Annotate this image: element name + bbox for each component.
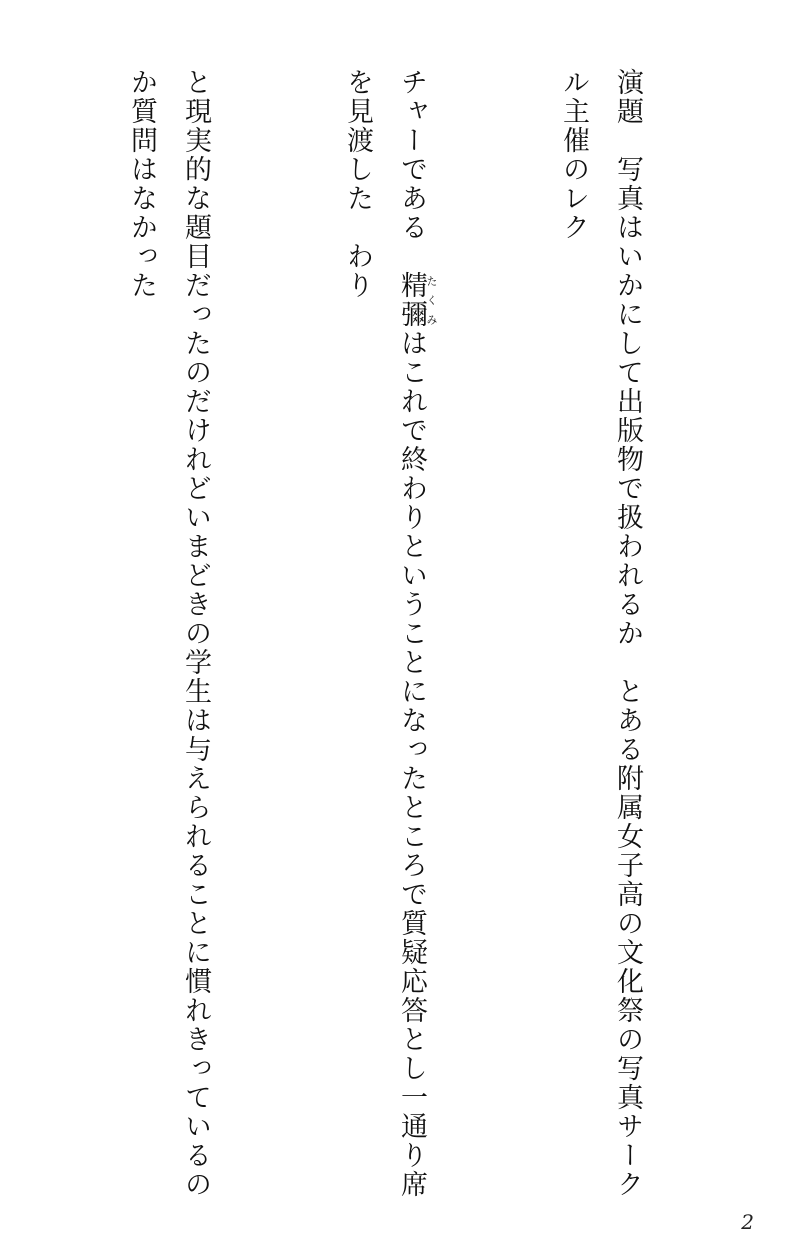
page-number: 2 <box>741 1210 754 1234</box>
text-line-1: 演題 写真はいかにして出版物で扱われるか とある附属女子高の文化祭の写真サークル主催のレク <box>558 68 643 1199</box>
text-line-2 <box>330 68 438 1218</box>
text-line-3: と現実的な題目だったのだけれどいまどきの学生は与えられることに慣れきっているのか質問はなかった <box>126 68 211 1199</box>
text-line-2-end: はこれで終わりということになったところで質疑応答とし一通り席を見渡した わり <box>342 68 427 1199</box>
ruby-seiya-base: 精彌 <box>396 271 427 329</box>
ruby-seiya <box>396 271 438 329</box>
body-text <box>0 68 762 1218</box>
ruby-seiya-reading: たくみ <box>425 271 438 329</box>
text-line-2-start: チャーである <box>396 68 427 271</box>
